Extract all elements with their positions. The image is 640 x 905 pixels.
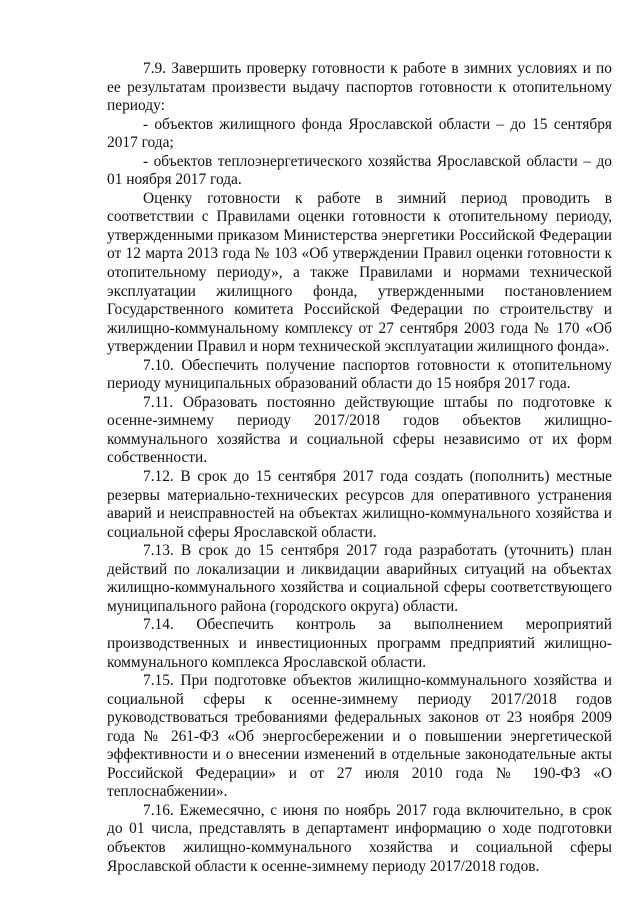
document-page bbox=[107, 60, 612, 876]
paragraph-7-15: 7.15. При подготовке объектов жилищно-коммунального хозяйства и социальной сферы к осенне-зимнему периоду 2017/2018 годов руководствоваться требованиями федеральных законов от 23 ноября 2009 года № 261-ФЗ «Об энергосбережении и о повышении энергетической эффективности и о внесении изменений в отдельные законодательные акты Российской Федерации» и от 27 июля 2010 года № 190-ФЗ «О теплоснабжении». bbox=[107, 672, 612, 801]
paragraph-7-14: 7.14. Обеспечить контроль за выполнением мероприятий производственных и инвестиционных программ предприятий жилищно-коммунального комплекса Ярославской области. bbox=[107, 616, 612, 671]
paragraph-7-13: 7.13. В срок до 15 сентября 2017 года разработать (уточнить) план действий по локализации и ликвидации аварийных ситуаций на объектах жилищно-коммунального хозяйства и социальной сферы соответствующего муниципального района (городского округа) области. bbox=[107, 542, 612, 615]
paragraph-7-12: 7.12. В срок до 15 сентября 2017 года создать (пополнить) местные резервы материально-технических ресурсов для оперативного устранения аварий и неисправностей на объектах жилищно-коммунального хозяйства и социальной сферы Ярославской области. bbox=[107, 468, 612, 541]
paragraph-7-11: 7.11. Образовать постоянно действующие штабы по подготовке к осенне-зимнему периоду 2017/2018 годов объектов жилищно-коммунального хозяйства и социальной сферы независимо от их форм собственности. bbox=[107, 393, 612, 467]
paragraph-assessment-rules: Оценку готовности к работе в зимний период проводить в соответствии с Правилами оценки готовности к отопительному периоду, утвержденными приказом Министерства энергетики Российской Федерации от 12 марта 2013 года № 103 «Об утверждении Правил оценки готовности к отопительному периоду», а также Правилами и нормами технической эксплуатации жилищного фонда, утвержденными постановлением Государственного комитета Российской Федерации по строительству и жилищно-коммунальному комплексу от 27 сентября 2003 года № 170 «Об утверждении Правил и норм технической эксплуатации жилищного фонда». bbox=[107, 189, 612, 356]
paragraph-7-16: 7.16. Ежемесячно, с июня по ноябрь 2017 года включительно, в срок до 01 числа, представлять в департамент информацию о ходе подготовки объектов жилищно-коммунального хозяйства и социальной сферы Ярославской области к осенне-зимнему периоду 2017/2018 годов. bbox=[107, 801, 612, 875]
paragraph-7-9: 7.9. Завершить проверку готовности к работе в зимних условиях и по ее результатам произвести выдачу паспортов готовности к отопительному периоду: bbox=[107, 60, 612, 115]
paragraph-housing-deadline: - объектов жилищного фонда Ярославской области – до 15 сентября 2017 года; bbox=[107, 115, 612, 152]
paragraph-7-10: 7.10. Обеспечить получение паспортов готовности к отопительному периоду муниципальных образований области до 15 ноября 2017 года. bbox=[107, 356, 612, 393]
paragraph-heat-deadline: - объектов теплоэнергетического хозяйства Ярославской области – до 01 ноября 2017 года. bbox=[107, 152, 612, 189]
